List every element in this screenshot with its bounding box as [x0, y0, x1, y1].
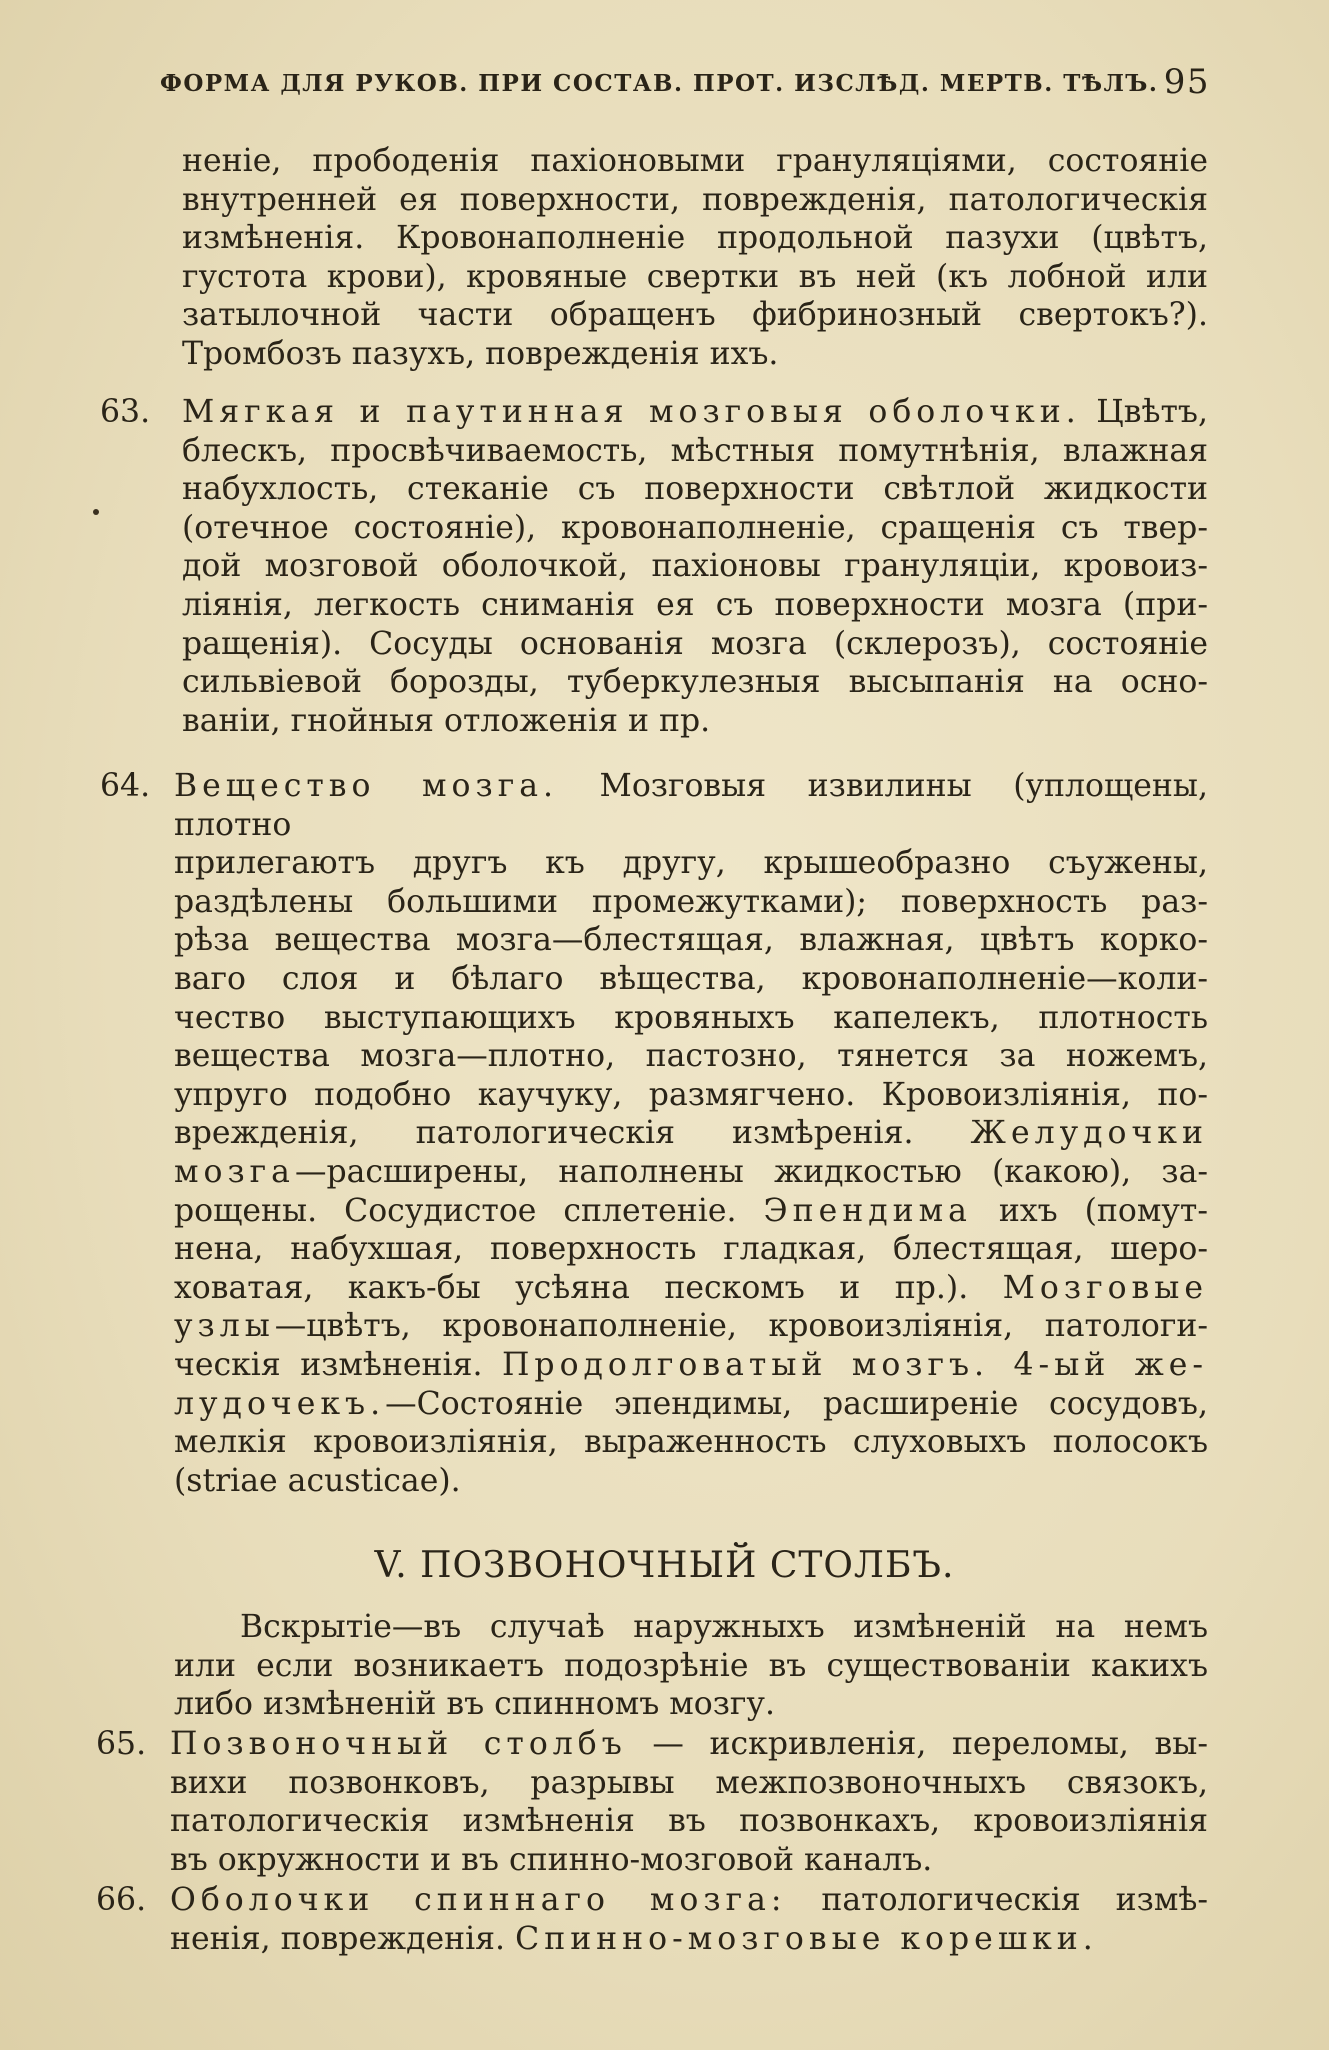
spaced-term: Эпендима [763, 1192, 972, 1229]
text-line: патологическія измѣненія въ позвонкахъ, кровоизліянія [170, 1803, 1208, 1840]
text-run: Мозговыя извилины (уплощены, плотно [174, 768, 1208, 843]
text-line: чество выступающихъ кровяныхъ капелекъ, плотность [174, 999, 1208, 1036]
item-64-paragraph [174, 767, 1208, 1500]
text-line [170, 1725, 1208, 1764]
text-line: ліянія, легкость сниманія ея съ поверхности мозга (при- [182, 586, 1208, 623]
spaced-term: Мозговые [1002, 1269, 1208, 1306]
text-line [174, 1307, 1208, 1346]
page-number: 95 [1163, 62, 1210, 102]
text-line: Вскрытіе—въ случаѣ наружныхъ измѣненій на немъ [240, 1609, 1208, 1645]
text-line [174, 1385, 1208, 1424]
text-line: внутренней ея поверхности, поврежденія, патологическія [182, 181, 1208, 218]
text-run: рощены. Сосудистое сплетеніе. [174, 1192, 764, 1229]
text-line: въ окружности и въ спинно-мозговой каналъ. [170, 1841, 933, 1878]
text-run: патологическія измѣ- [786, 1882, 1208, 1918]
text-line [182, 393, 1208, 432]
item-heading: Вещество мозга. [174, 768, 558, 804]
text-line: вихи позвонковъ, разрывы межпозвоночныхъ связокъ, [170, 1764, 1208, 1801]
text-line: раздѣлены большими промежутками); поверхность раз- [174, 883, 1208, 920]
section-heading: V. ПОЗВОНОЧНЫЙ СТОЛБЪ. [374, 1545, 955, 1586]
text-run: —Состояніе эпендимы, расширеніе сосудовъ, [385, 1385, 1208, 1422]
text-line: ваго слоя и бѣлаго вѣщества, кровонаполненіе—коли- [174, 960, 1208, 997]
text-line: рѣза вещества мозга—блестящая, влажная, цвѣтъ корко- [174, 922, 1208, 959]
text-line: (striae acusticae). [174, 1462, 461, 1499]
text-run: Цвѣтъ, [1080, 394, 1208, 430]
text-line: густота крови), кровяные свертки въ ней (къ лобной или [182, 258, 1208, 295]
text-line: дой мозговой оболочкой, пахіоновы грануляціи, кровоиз- [182, 548, 1208, 585]
text-line [174, 767, 1208, 844]
text-line: неніе, прободенія пахіоновыми грануляціями, состояніе [182, 143, 1208, 179]
text-run: ческія измѣненія. [174, 1346, 502, 1383]
text-line: упруго подобно каучуку, размягчено. Кровоизліянія, по- [174, 1076, 1208, 1113]
text-line [174, 1269, 1208, 1308]
text-run: ихъ (помут- [971, 1192, 1208, 1229]
text-line: мелкія кровоизліянія, выраженность слуховыхъ полосокъ [174, 1424, 1208, 1461]
text-line [174, 1153, 1208, 1192]
item-66-paragraph [170, 1881, 1208, 1958]
text-line: блескъ, просвѣчиваемость, мѣстныя помутнѣнія, влажная [182, 432, 1208, 469]
text-run: ненія, поврежденія. [170, 1920, 516, 1957]
spaced-term: Желудочки [970, 1115, 1208, 1152]
running-title: ФОРМА ДЛЯ РУКОВ. ПРИ СОСТАВ. ПРОТ. ИЗСЛѢД. МЕРТВ. ТѢЛЪ. [160, 70, 1159, 97]
text-line: сильвіевой борозды, туберкулезныя высыпанія на осно- [182, 664, 1208, 701]
text-line [170, 1881, 1208, 1920]
text-line [174, 1346, 1208, 1385]
text-line: либо измѣненій въ спинномъ мозгу. [174, 1686, 775, 1723]
text-line: ращенія). Сосуды основанія мозга (склерозъ), состояніе [182, 625, 1208, 662]
item-number: 64. [100, 768, 151, 804]
text-run: — искривленія, переломы, вы- [626, 1726, 1208, 1762]
text-line [174, 1192, 1208, 1231]
text-line: Тромбозъ пазухъ, поврежденія ихъ. [182, 335, 779, 372]
text-line: ваніи, гнойныя отложенія и пр. [182, 702, 711, 739]
text-line: (отечное состояніе), кровонаполненіе, сращенія съ твер- [182, 509, 1208, 546]
item-63-paragraph [182, 393, 1208, 740]
item-number: 66. [96, 1882, 147, 1918]
section-intro [174, 1608, 1208, 1724]
text-line [174, 1114, 1208, 1153]
item-number: 63. [100, 394, 151, 430]
text-run: врежденія, патологическія измѣренія. [174, 1115, 971, 1152]
item-heading: Позвоночный столбъ [170, 1726, 627, 1762]
text-run: ховатая, какъ-бы усѣяна пескомъ и пр.). [174, 1269, 1003, 1306]
text-line: нена, набухшая, поверхность гладкая, блестящая, шеро- [174, 1231, 1208, 1268]
text-line: вещества мозга—плотно, пастозно, тянется за ножемъ, [174, 1038, 1208, 1075]
text-line [170, 1920, 1208, 1959]
spaced-term: Спинно-мозговые корешки. [515, 1920, 1098, 1957]
text-line: прилегаютъ другъ къ другу, крышеобразно съужены, [174, 845, 1208, 882]
spaced-term: мозга [174, 1153, 295, 1190]
text-line: или если возникаетъ подозрѣніе въ существованіи какихъ [174, 1647, 1208, 1684]
text-run: —расширены, наполнены жидкостью (какою), за- [294, 1153, 1208, 1190]
text-line: набухлость, стеканіе съ поверхности свѣтлой жидкости [182, 471, 1208, 508]
print-speck [93, 509, 99, 515]
spaced-term: узлы [174, 1308, 275, 1345]
spaced-term: лудочекъ. [174, 1385, 386, 1422]
item-heading: Оболочки спиннаго мозга: [170, 1882, 787, 1918]
running-head [160, 62, 1210, 102]
item-number: 65. [96, 1726, 147, 1762]
spaced-term: Продолговатый мозгъ. 4-ый же- [501, 1346, 1208, 1383]
text-line: затылочной части обращенъ фибринозный свертокъ?). [182, 297, 1208, 334]
continuation-paragraph [182, 142, 1208, 374]
item-heading: Мягкая и паутинная мозговыя оболочки. [182, 394, 1081, 430]
text-line: измѣненія. Кровонаполненіе продольной пазухи (цвѣтъ, [182, 220, 1208, 257]
text-run: —цвѣтъ, кровонаполненіе, кровоизліянія, патологи- [274, 1308, 1208, 1345]
item-65-paragraph [170, 1725, 1208, 1879]
